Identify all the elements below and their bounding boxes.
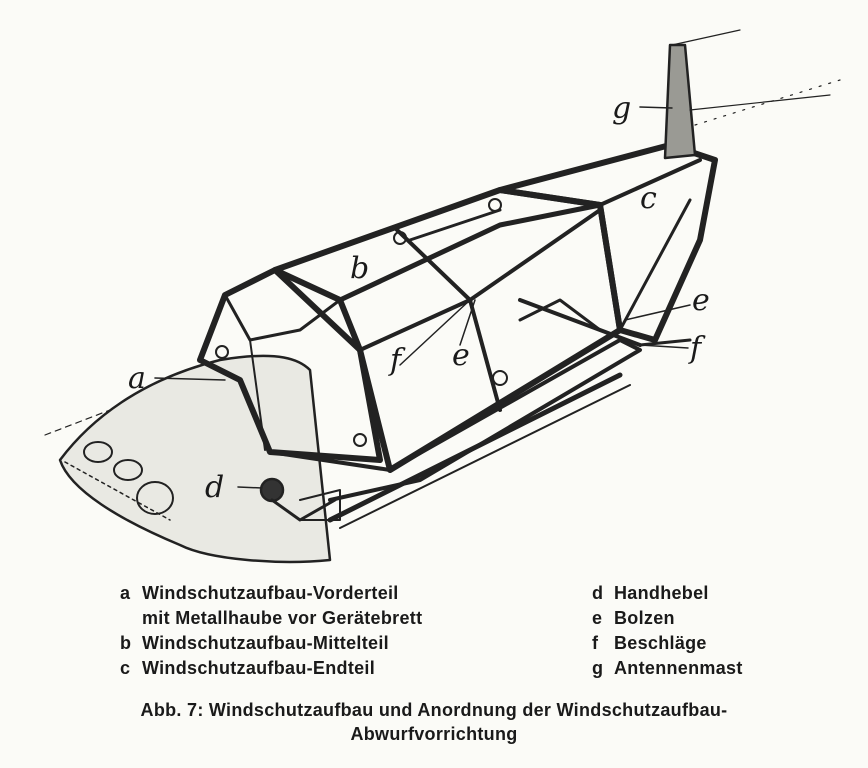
legend-item-c	[120, 658, 375, 679]
rear-frame	[500, 145, 715, 340]
bolt-1	[493, 371, 507, 385]
legend-text: mit Metallhaube vor Gerätebrett	[142, 608, 423, 628]
antenna-mast	[665, 45, 695, 158]
jettison-linkage	[520, 300, 640, 345]
leader-g	[640, 107, 672, 108]
legend-text: Handhebel	[614, 583, 709, 603]
callout-d: d	[205, 470, 225, 505]
legend-key: a	[120, 583, 131, 603]
legend-key: b	[120, 633, 132, 653]
front-hood	[60, 356, 330, 562]
callout-e2: e	[692, 283, 710, 318]
legend-key: d	[592, 583, 604, 603]
caption-line-1: Abb. 7: Windschutzaufbau und Anordnung der Windschutzaufbau-	[140, 700, 728, 720]
callout-b: b	[350, 251, 370, 286]
legend-text: Bolzen	[614, 608, 675, 628]
hand-lever-knob	[261, 479, 283, 501]
callout-c: c	[640, 181, 657, 216]
leader-d	[238, 487, 262, 488]
legend-text: Windschutzaufbau-Endteil	[142, 658, 376, 678]
legend-item-b	[120, 633, 389, 654]
leader-f2	[640, 345, 688, 348]
bolt-5	[489, 199, 501, 211]
callout-e1: e	[452, 338, 470, 373]
leader-e2	[625, 305, 690, 320]
legend-text: Antennenmast	[614, 658, 743, 678]
legend-item-g	[592, 658, 743, 679]
legend-item-d	[592, 583, 709, 604]
legend-text: Windschutzaufbau-Vorderteil	[142, 583, 399, 603]
bolt-3	[216, 346, 228, 358]
caption-line-2: Abwurfvorrichtung	[350, 724, 518, 744]
callout-f1: f	[390, 343, 402, 378]
legend-text: Beschläge	[614, 633, 707, 653]
legend-text: Windschutzaufbau-Mittelteil	[142, 633, 389, 653]
legend-key: c	[120, 658, 131, 678]
legend-key: e	[592, 608, 603, 628]
legend-item-a	[120, 583, 399, 604]
legend-key: g	[592, 658, 604, 678]
figure-caption	[40, 698, 828, 746]
legend-key: f	[592, 633, 599, 653]
legend-item-e	[592, 608, 675, 629]
callout-a: a	[128, 361, 146, 396]
callout-g: g	[612, 91, 632, 126]
legend-item-a-cont	[120, 608, 422, 629]
legend-item-f	[592, 633, 707, 654]
bolt-2	[354, 434, 366, 446]
callout-f2: f	[690, 331, 702, 366]
